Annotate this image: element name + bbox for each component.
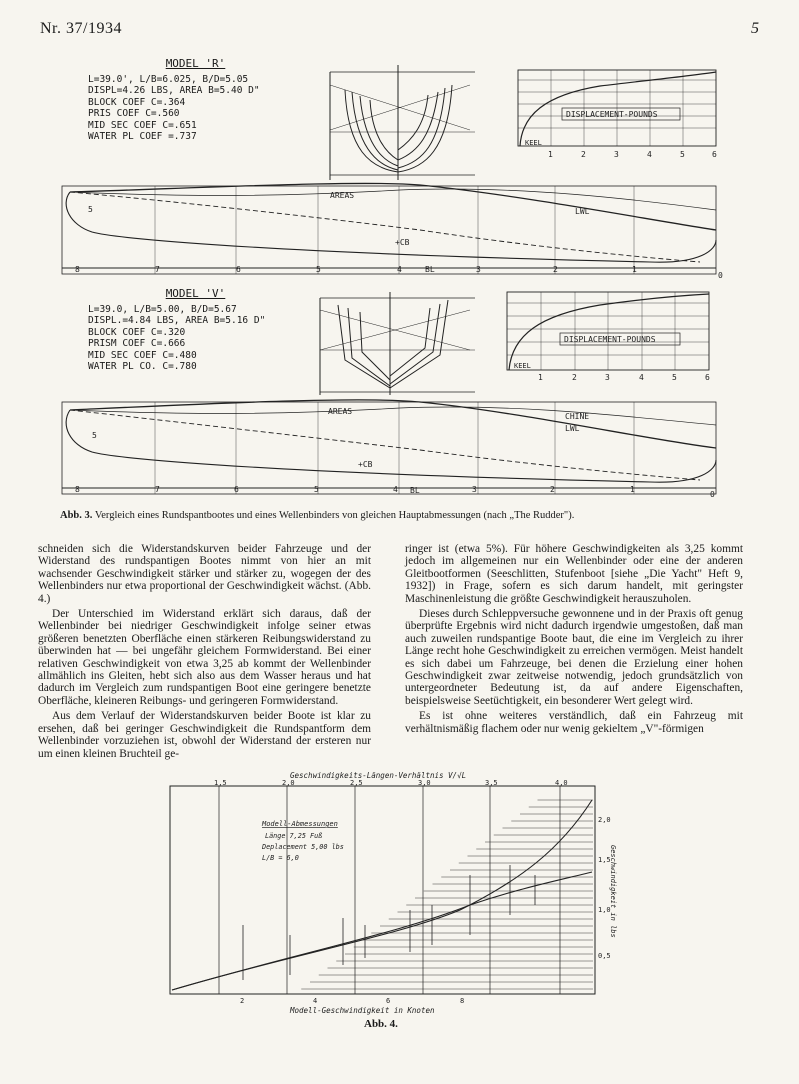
r-tick: 3 — [614, 150, 619, 159]
r-lwl-label: LWL — [575, 207, 590, 216]
issue-number: Nr. 37/1934 — [40, 20, 122, 37]
fig4-bottom-tick: 8 — [460, 997, 465, 1005]
r-station: 7 — [155, 265, 160, 274]
r-tick: 5 — [680, 150, 685, 159]
caption-text: Vergleich eines Rundspantbootes und eines Wellenbinders von gleichen Hauptabmessungen (nach „The Rudder"). — [94, 510, 575, 521]
r-station: 8 — [75, 265, 80, 274]
fig4-top-tick: 4,0 — [555, 779, 568, 787]
spec-line: PRIS COEF C=.560 — [88, 108, 180, 119]
paragraph: Der Unterschied im Widerstand erklärt sich daraus, daß der Wellenbinder bei niedriger Geschwindigkeit infolge seiner etwas größeren benetzten Oberfläche einen stärkeren Reibungswiderstand zu überwinden hat — bei ungefähr gleichem Formwiderstand. Bei einer relativen Geschwindigkeit von etwa 3,25 ab kommt der Wellenbinder allmählich ins Gleiten, hebt sich also aus dem Wasser heraus und hat dadurch im Vergleich zum rundspantigen Boot eine geringere benetzte Oberfläche, kleineren Reibungs- und geringeren Formwiderstand. — [38, 608, 371, 707]
v-lwl-label: LWL — [565, 424, 580, 433]
v-station: 4 — [393, 485, 398, 494]
spec-line: BLOCK COEF C=.320 — [88, 326, 186, 338]
r-station-5: 5 — [88, 205, 93, 214]
v-displacement-label: DISPLACEMENT-POUNDS — [564, 335, 656, 344]
r-station: 6 — [236, 265, 241, 274]
r-station: 2 — [553, 265, 558, 274]
r-tick: 6 — [712, 150, 717, 159]
fig4-right-tick: 1,0 — [598, 906, 611, 914]
fig4-right-tick: 1,5 — [598, 856, 611, 864]
r-bl-label: BL — [425, 265, 435, 274]
spec-line: MID SEC COEF C=.480 — [88, 349, 197, 361]
fig4-top-tick: 2,5 — [350, 779, 363, 787]
r-tick: 4 — [647, 150, 652, 159]
v-cb-label: +CB — [358, 460, 373, 469]
model-v-title: MODEL 'V' — [165, 287, 226, 300]
v-station: 6 — [234, 485, 239, 494]
v-station-5: 5 — [92, 431, 97, 440]
spec-line: BLOCK COEF C=.364 — [88, 96, 186, 108]
v-tick: 2 — [572, 373, 577, 382]
v-keel-label: KEEL — [514, 362, 531, 370]
spec-line: L=39.0, L/B=5.00, B/D=5.67 — [88, 303, 237, 315]
v-areas-label: AREAS — [328, 407, 353, 416]
fig4-right-tick: 0,5 — [598, 952, 611, 960]
v-station: 7 — [155, 485, 160, 494]
fig4-bottom-title: Modell-Geschwindigkeit in Knoten — [290, 1006, 435, 1015]
v-station: 8 — [75, 485, 80, 494]
fig4-top-tick: 3,0 — [418, 779, 431, 787]
v-station: 0 — [710, 490, 715, 499]
spec-line: WATER PL COEF =.737 — [88, 131, 197, 142]
v-station: 1 — [630, 485, 635, 494]
r-cb-label: +CB — [395, 238, 410, 247]
page-number: 5 — [751, 20, 759, 37]
caption-label: Abb. 3. — [60, 510, 93, 521]
v-tick: 5 — [672, 373, 677, 382]
paragraph: Es ist ohne weiteres verständlich, daß ein Fahrzeug mit verhältnismäßig flachem oder nur wenig gekieltem „V"-förmigen — [405, 710, 743, 735]
spec-line: PRISM COEF C=.666 — [88, 338, 186, 349]
spec-line: DISPL=4.26 LBS, AREA B=5.40 D" — [88, 85, 260, 96]
r-tick: 2 — [581, 150, 586, 159]
r-displacement-label: DISPLACEMENT-POUNDS — [566, 110, 658, 119]
r-station: 5 — [316, 265, 321, 274]
paragraph: ringer ist (etwa 5%). Für höhere Geschwindigkeiten als 3,25 kommt jedoch im allgemeinen nur ein Wellenbinder oder eine der anderen Gleitbootformen (Seeschlitten, Stufenboot [siehe „Die Yacht" Heft 9, 1932]) in Frage, sofern es sich darum handelt, mit geringster Maschinenleistung die größte Geschwindigkeit herauszuholen. — [405, 543, 743, 605]
fig4-legend-title: Modell-Abmessungen — [262, 820, 338, 828]
fig4-legend-line: Deplacement 5,00 lbs — [262, 843, 344, 851]
v-bl-label: BL — [410, 486, 420, 495]
fig4-right-title: Geschwindigkeit in lbs — [609, 845, 617, 938]
spec-line: WATER PL CO. C=.780 — [88, 361, 197, 372]
spec-line: MID SEC COEF C=.651 — [88, 119, 197, 131]
v-tick: 4 — [639, 373, 644, 382]
figure-4-caption: Abb. 4. — [364, 1018, 398, 1030]
fig4-top-title: Geschwindigkeits-Längen-Verhältnis V/√L — [290, 771, 467, 780]
fig4-bottom-tick: 2 — [240, 997, 245, 1005]
r-tick: 1 — [548, 150, 553, 159]
v-tick: 3 — [605, 373, 610, 382]
v-chine-label: CHINE — [565, 412, 590, 421]
r-areas-label: AREAS — [330, 191, 355, 200]
fig4-bottom-tick: 4 — [313, 997, 318, 1005]
v-tick: 6 — [705, 373, 710, 382]
spec-line: L=39.0', L/B=6.025, B/D=5.05 — [88, 73, 249, 85]
fig4-legend-line: L/B = 6,0 — [262, 854, 299, 862]
paragraph: Aus dem Verlauf der Widerstandskurven beider Boote ist klar zu ersehen, daß bei geringer Geschwindigkeit die Rundspantform dem Wellenbinder vorzuziehen ist, obwohl der Widerstand der ersteren nur um einen kleinen Bruchteil ge- — [38, 710, 371, 760]
r-keel-label: KEEL — [525, 139, 542, 147]
fig4-top-tick: 3,5 — [485, 779, 498, 787]
r-station: 4 — [397, 265, 402, 274]
paragraph: Dieses durch Schleppversuche gewonnene und in der Praxis oft genug überprüfte Ergebnis wird nicht dadurch irgendwie umgestoßen, daß man auch zuweilen rundspantige Boote baut, die eine im Vergleich zu ihrer Länge recht hohe Geschwindigkeit zu erreichen vermögen. Meist handelt es sich dabei um Fahrzeuge, bei denen die Erzielung einer hohen Geschwindigkeit zwar zeitweise notwendig, jedoch grundsätzlich von untergeordneter Bedeutung ist, da auf andere Eigenschaften, beispielsweise Seetüchtigkeit, ein besonderer Wert gelegt wird. — [405, 608, 743, 707]
fig4-legend-line: Länge 7,25 Fuß — [265, 832, 323, 840]
r-station: 0 — [718, 271, 723, 280]
fig4-bottom-tick: 6 — [386, 997, 391, 1005]
fig4-top-tick: 2,0 — [282, 779, 295, 787]
paragraph: schneiden sich die Widerstandskurven beider Fahrzeuge und der Widerstand des rundspantigen Bootes nimmt von hier an mit wachsender Geschwindigkeit stärker und stärker zu, wogegen der des Wellenbinders nur etwa proportional der Geschwindigkeit wächst. (Abb. 4.) — [38, 543, 371, 605]
r-station: 1 — [632, 265, 637, 274]
spec-line: DISPL.=4.84 LBS, AREA B=5.16 D" — [88, 315, 266, 326]
v-station: 5 — [314, 485, 319, 494]
v-station: 3 — [472, 485, 477, 494]
fig4-right-tick: 2,0 — [598, 816, 611, 824]
v-tick: 1 — [538, 373, 543, 382]
model-r-title: MODEL 'R' — [165, 57, 226, 70]
v-station: 2 — [550, 485, 555, 494]
r-station: 3 — [476, 265, 481, 274]
fig4-top-tick: 1,5 — [214, 779, 227, 787]
